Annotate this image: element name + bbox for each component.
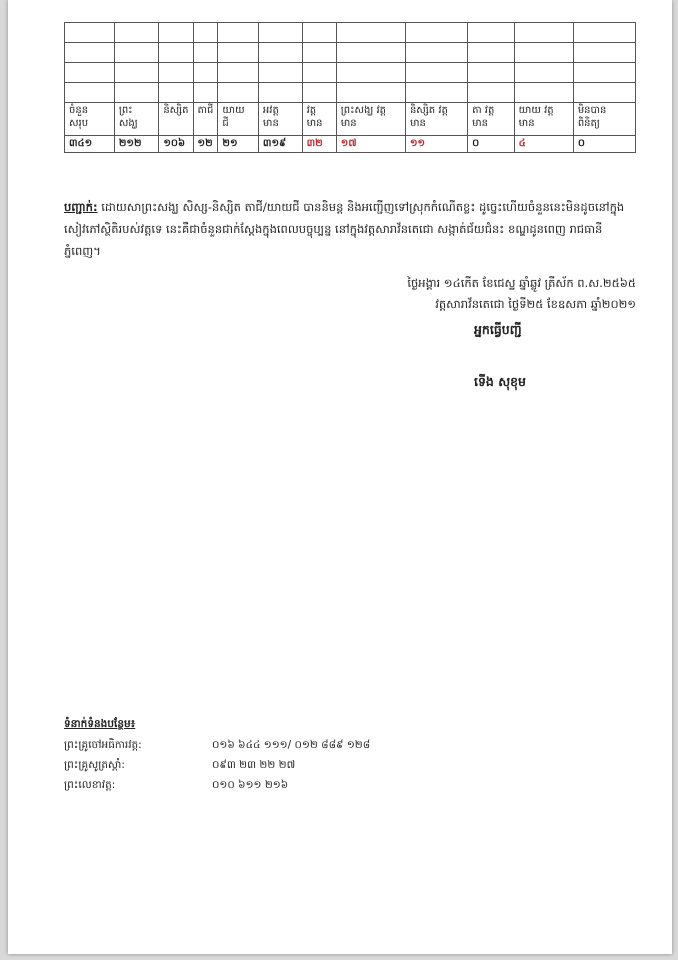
contact-label: ព្រះលេខាវត្ត: xyxy=(64,779,116,791)
table-cell-empty xyxy=(193,43,218,63)
table-cell-empty xyxy=(405,43,467,63)
table-header-cell: យាយ ជី xyxy=(218,103,259,136)
table-cell-empty xyxy=(218,23,259,43)
table-cell-empty xyxy=(302,43,336,63)
contact-label: ព្រះគ្រូចៅអធិការវត្ត: xyxy=(64,739,142,751)
table-cell-empty xyxy=(114,23,158,43)
table-cell-empty xyxy=(65,43,115,63)
table-value-cell: ៣៤១ xyxy=(65,136,115,153)
note-paragraph xyxy=(64,196,636,262)
table-cell-empty xyxy=(336,83,405,103)
table-value-cell: ១១ xyxy=(405,136,467,153)
table-cell-empty xyxy=(193,83,218,103)
table-value-cell: ០ xyxy=(573,136,635,153)
table-cell-empty xyxy=(336,63,405,83)
solar-date: វត្តសារាវ័នតេជោ ថ្ងៃទី២៥ ខែឧសភា ឆ្នាំ២០២១ xyxy=(435,297,636,311)
table-cell-empty xyxy=(302,83,336,103)
table-cell-empty xyxy=(514,83,573,103)
contact-value: ០៩៣ ២៣ ២២ ២៧ xyxy=(212,759,296,771)
table-value-cell: ២១ xyxy=(218,136,259,153)
table-header-cell: ព្រះ សង្ឃ xyxy=(114,103,158,136)
document-page xyxy=(8,0,672,954)
contact-label: ព្រះគ្រូសូត្រស្ដាំ: xyxy=(64,759,125,771)
table-value-cell: ១៧ xyxy=(336,136,405,153)
contact-value: ០១០ ៦១១ ២១៦ xyxy=(212,779,289,791)
table-cell-empty xyxy=(159,63,193,83)
table-cell-empty xyxy=(573,43,635,63)
table-value-cell: ១២ xyxy=(193,136,218,153)
table-header-row xyxy=(65,103,636,136)
table-header-cell: ចំនួន សរុប xyxy=(65,103,115,136)
signer-title: អ្នកធ្វើបញ្ជី xyxy=(474,322,522,337)
table-value-cell: ៣២ xyxy=(302,136,336,153)
table-cell-empty xyxy=(336,43,405,63)
table-cell-empty xyxy=(573,83,635,103)
table-cell-empty xyxy=(468,23,515,43)
table-cell-empty xyxy=(302,63,336,83)
table-cell-empty xyxy=(258,63,302,83)
table-cell-empty xyxy=(218,63,259,83)
table-cell-empty xyxy=(514,43,573,63)
statistics-table xyxy=(64,22,636,153)
table-values-row xyxy=(65,136,636,153)
table-cell-empty xyxy=(159,83,193,103)
contact-row xyxy=(64,779,370,799)
table-row-empty xyxy=(65,43,636,63)
table-cell-empty xyxy=(114,83,158,103)
lunar-date: ថ្ងៃអង្គារ ១៤កើត ខែជេស្ឋ ឆ្នាំឆ្លូវ ត្រីស័ក ព.ស.២៥៦៥ xyxy=(407,276,636,290)
contact-row xyxy=(64,759,370,779)
table-header-cell: តា វត្តមាន xyxy=(468,103,515,136)
table-cell-empty xyxy=(468,63,515,83)
table-value-cell: ០ xyxy=(468,136,515,153)
table-header-cell: យាយ វត្តមាន xyxy=(514,103,573,136)
table-cell-empty xyxy=(573,63,635,83)
table-cell-empty xyxy=(336,23,405,43)
table-cell-empty xyxy=(468,43,515,63)
table-header-cell: វត្តមាន xyxy=(302,103,336,136)
table-value-cell: ១០៦ xyxy=(159,136,193,153)
table-row-empty xyxy=(65,83,636,103)
table-cell-empty xyxy=(193,63,218,83)
contact-row xyxy=(64,739,370,759)
table-cell-empty xyxy=(65,83,115,103)
signer-name: ទើង សុខុម xyxy=(474,374,526,389)
table-cell-empty xyxy=(159,23,193,43)
table-cell-empty xyxy=(218,83,259,103)
table-value-cell: ២១២ xyxy=(114,136,158,153)
table-cell-empty xyxy=(65,63,115,83)
table-value-cell: ៣១៩ xyxy=(258,136,302,153)
table-cell-empty xyxy=(405,63,467,83)
table-cell-empty xyxy=(114,63,158,83)
table-cell-empty xyxy=(193,23,218,43)
table-cell-empty xyxy=(258,43,302,63)
table-cell-empty xyxy=(514,23,573,43)
table-header-cell: និស្សិត វត្តមាន xyxy=(405,103,467,136)
table-cell-empty xyxy=(258,83,302,103)
table-header-cell: តាជី xyxy=(193,103,218,136)
table-row-empty xyxy=(65,63,636,83)
table-cell-empty xyxy=(573,23,635,43)
table-row-empty xyxy=(65,23,636,43)
table-cell-empty xyxy=(405,23,467,43)
table-cell-empty xyxy=(218,43,259,63)
table-cell-empty xyxy=(258,23,302,43)
contact-block xyxy=(64,718,370,799)
table-cell-empty xyxy=(114,43,158,63)
table-cell-empty xyxy=(468,83,515,103)
table-header-cell: អវត្ត មាន xyxy=(258,103,302,136)
note-label: បញ្ជាក់: xyxy=(64,200,98,214)
table-cell-empty xyxy=(514,63,573,83)
table-header-cell: និស្សិត xyxy=(159,103,193,136)
table-cell-empty xyxy=(302,23,336,43)
table-cell-empty xyxy=(65,23,115,43)
note-text: ដោយសាព្រះសង្ឃ សិស្ស-និស្សិត តាជី/យាយជី បាននិមន្ត និងអញ្ជើញទៅស្រុកកំណើតខ្លះ ដូច្នេះហើយចំនួននេះមិនដូចនៅក្នុងសៀវភៅស្ថិតិរបស់វត្តទេ នេះគឺជាចំនួនជាក់ស្តែងក្នុងពេលបច្ចុប្បន្ន នៅក្នុងវត្តសារាវ័នតេជោ សង្កាត់ជ័យជំនះ ខណ្ឌដូនពេញ រាជធានីភ្នំពេញ។ xyxy=(64,200,625,258)
contact-heading: ទំនាក់ទំនងបន្ថែម៖ xyxy=(64,718,136,730)
table-value-cell: ៤ xyxy=(514,136,573,153)
table-cell-empty xyxy=(405,83,467,103)
table-cell-empty xyxy=(159,43,193,63)
table-header-cell: ព្រះសង្ឃ វត្តមាន xyxy=(336,103,405,136)
table-header-cell: មិនបាន ពិនិត្យ xyxy=(573,103,635,136)
contact-value: ០១៦ ៦៤៤ ១១១/ ០១២ ៨៨៩ ១២៨ xyxy=(212,739,371,751)
